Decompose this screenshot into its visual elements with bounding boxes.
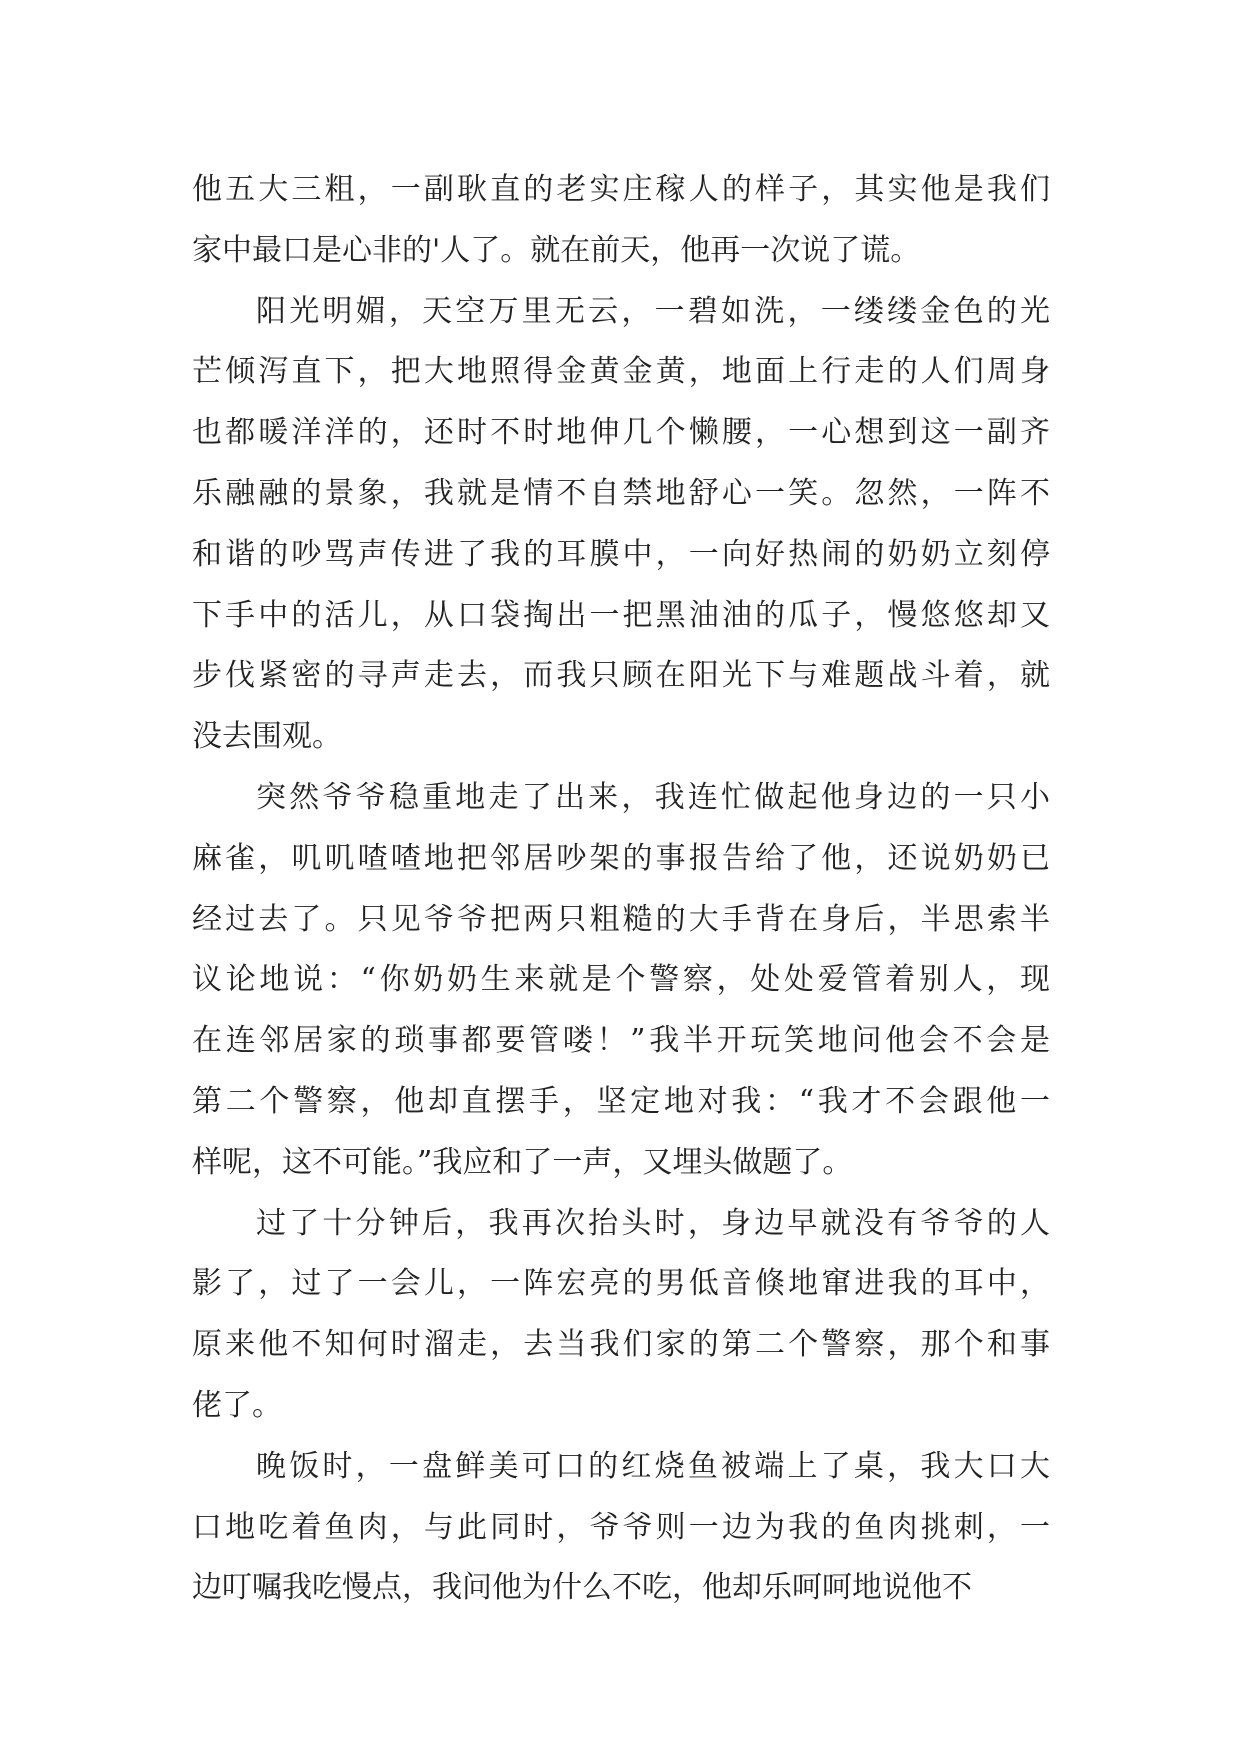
text-line: 他五大三粗，一副耿直的老实庄稼人的样子，其实他是我们: [192, 172, 1050, 207]
text-line: 芒倾泻直下，把大地照得金黄金黄，地面上行走的人们周身: [192, 354, 1050, 390]
text-line: 步伐紧密的寻声走去，而我只顾在阳光下与难题战斗着，就: [192, 658, 1050, 694]
text-line: 没去围观。: [192, 719, 342, 755]
text-line: 麻雀，叽叽喳喳地把邻居吵架的事报告给了他，还说奶奶已: [192, 840, 1050, 876]
text-line: 和谐的吵骂声传进了我的耳膜中，一向好热闹的奶奶立刻停: [192, 536, 1050, 572]
text-line: 议论地说：“你奶奶生来就是个警察，处处爱管着别人，现: [192, 962, 1050, 998]
text-line: 家中最口是心非的'人了。就在前天，他再一次说了谎。: [192, 232, 921, 268]
text-line: 边叮嘱我吃慢点，我问他为什么不吃，他却乐呵呵地说他不: [192, 1570, 972, 1606]
text-line: 样呢，这不可能。”我应和了一声，又埋头做题了。: [192, 1144, 853, 1180]
paragraph: [192, 768, 1050, 1194]
body-text: [192, 160, 1050, 1619]
text-line: 原来他不知何时溜走，去当我们家的第二个警察，那个和事: [192, 1327, 1050, 1363]
paragraph: [192, 1194, 1050, 1437]
text-line: 突然爷爷稳重地走了出来，我连忙做起他身边的一只小: [256, 779, 1050, 815]
text-line: 下手中的活儿，从口袋掏出一把黑油油的瓜子，慢悠悠却又: [192, 597, 1050, 633]
paragraph: [192, 160, 1050, 282]
text-line: 晚饭时，一盘鲜美可口的红烧鱼被端上了桌，我大口大: [256, 1448, 1050, 1484]
text-line: 阳光明媚，天空万里无云，一碧如洗，一缕缕金色的光: [256, 293, 1050, 329]
text-line: 佬了。: [192, 1387, 282, 1423]
paragraph: [192, 282, 1050, 768]
text-line: 乐融融的景象，我就是情不自禁地舒心一笑。忽然，一阵不: [192, 475, 1050, 511]
text-line: 第二个警察，他却直摆手，坚定地对我：“我才不会跟他一: [192, 1083, 1050, 1119]
text-line: 影了，过了一会儿，一阵宏亮的男低音倏地窜进我的耳中，: [192, 1266, 1050, 1302]
text-line: 经过去了。只见爷爷把两只粗糙的大手背在身后，半思索半: [192, 901, 1050, 937]
text-line: 口地吃着鱼肉，与此同时，爷爷则一边为我的鱼肉挑刺，一: [192, 1509, 1050, 1545]
text-line: 也都暖洋洋的，还时不时地伸几个懒腰，一心想到这一副齐: [192, 415, 1050, 451]
text-line: 过了十分钟后，我再次抬头时，身边早就没有爷爷的人: [256, 1205, 1050, 1241]
paragraph: [192, 1437, 1050, 1619]
text-line: 在连邻居家的琐事都要管喽！”我半开玩笑地问他会不会是: [192, 1023, 1050, 1059]
